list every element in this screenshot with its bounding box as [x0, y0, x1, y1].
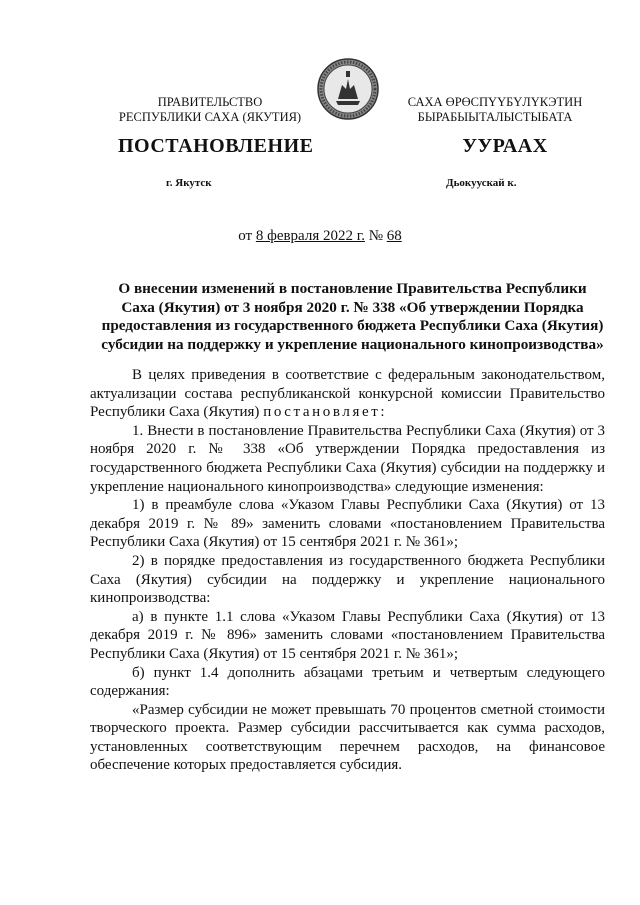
- place-yakut: Дьокуускай к.: [446, 177, 517, 189]
- government-name-yakut: [395, 95, 595, 125]
- paragraph-subitem-b: б) пункт 1.4 дополнить абзацами третьим и четвертым следующего содержания:: [90, 664, 605, 700]
- document-date: 8 февраля 2022 г.: [255, 228, 365, 244]
- preamble-paragraph: [90, 366, 605, 422]
- paragraph-subitem-1: 1) в преамбуле слова «Указом Главы Республики Саха (Якутия) от 13 декабря 2019 г. № 89» заменить словами «постановлением Правительства Республики Саха (Якутия) от 15 сентября 2021 г. № 361»;: [90, 497, 605, 551]
- number-label: №: [364, 228, 387, 244]
- preamble-text: В целях приведения в соответствие с федеральным законодательством, актуализации состава республиканской конкурсной комиссии Правительство Республики Саха (Якутия): [90, 367, 605, 421]
- doc-type-yakut: УУРААХ: [462, 135, 548, 157]
- document-title: О внесении изменений в постановление Правительства Республики Саха (Якутия) от 3 ноября 2020 г. № 338 «Об утверждении Порядка предоставления из государственного бюджета Республики Саха (Якутия) субсидии на поддержку и укрепление национального кинопроизводства»: [101, 280, 604, 353]
- date-and-number: [0, 228, 640, 245]
- header-right-line1: САХА ӨРӨСПҮҮБҮЛҮКЭТИН: [407, 95, 583, 109]
- paragraph-quote: «Размер субсидии не может превышать 70 процентов сметной стоимости творческого проекта. Размер субсидии рассчитывается как сумма расходов, установленных соответствующим перечнем расходов, на финансовое обеспечение которых предоставляется субсидия.: [90, 701, 605, 774]
- government-name-russian: [110, 95, 310, 125]
- preamble-end: :: [380, 404, 385, 421]
- header-left-line1: ПРАВИТЕЛЬСТВО: [157, 95, 263, 109]
- paragraph-subitem-a: а) в пункте 1.1 слова «Указом Главы Республики Саха (Якутия) от 13 декабря 2019 г. № 896» заменить словами «постановлением Правительства Республики Саха (Якутия) от 15 сентября 2021 г. № 361»;: [90, 608, 605, 662]
- doc-type-russian: ПОСТАНОВЛЕНИЕ: [118, 135, 314, 157]
- document-body: [90, 366, 605, 775]
- document-number: 68: [386, 228, 402, 244]
- paragraph-subitem-2: 2) в порядке предоставления из государственного бюджета Республики Саха (Якутия) субсидии на поддержку и укрепление национального кинопроизводства:: [90, 552, 605, 607]
- paragraph-item-1: 1. Внести в постановление Правительства Республики Саха (Якутия) от 3 ноября 2020 г. № 338 «Об утверждении Порядка предоставления из государственного бюджета Республики Саха (Якутия) субсидии на поддержку и укрепление национального кинопроизводства» следующие изменения:: [90, 422, 605, 495]
- header-left-line2: РЕСПУБЛИКИ САХА (ЯКУТИЯ): [118, 110, 302, 124]
- place-russian: г. Якутск: [166, 177, 212, 189]
- date-prefix: от: [238, 228, 256, 244]
- coat-of-arms-emblem: [316, 57, 380, 121]
- resolves-word: постановляет: [263, 404, 381, 421]
- header-right-line2: БЫРАБЫЫТАЛЫСТЫБАТА: [417, 110, 573, 124]
